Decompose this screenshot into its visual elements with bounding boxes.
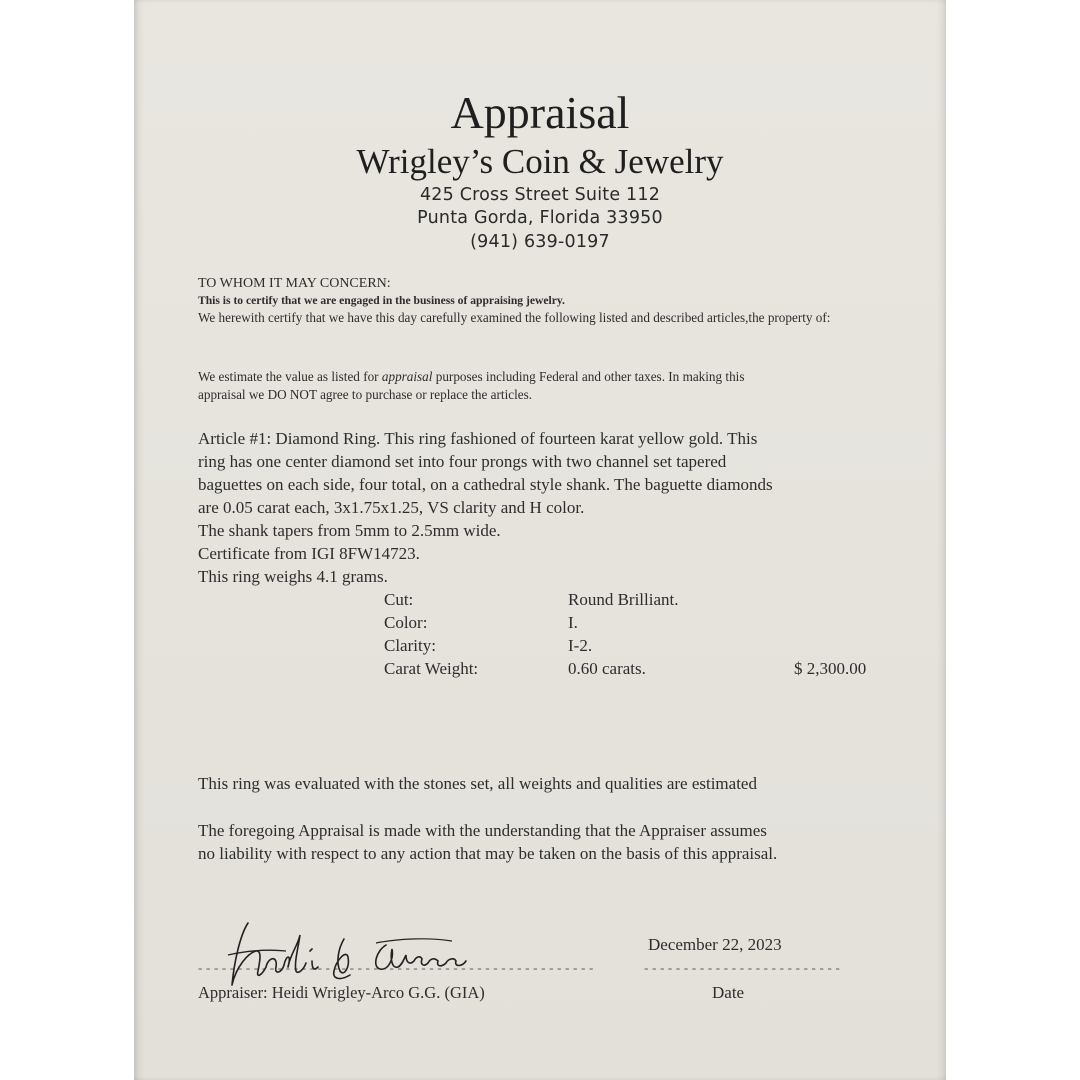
article-line: Certificate from IGI 8FW14723. <box>198 544 420 563</box>
article-line: Article #1: Diamond Ring. This ring fashioned of fourteen karat yellow gold. This <box>198 429 758 448</box>
spec-label-color: Color: <box>384 613 428 632</box>
address-line-1: 425 Cross Street Suite 112 <box>419 185 661 205</box>
article-line: The shank tapers from 5mm to 2.5mm wide. <box>198 521 501 540</box>
appraisal-date: December 22, 2023 <box>648 935 782 954</box>
certify-line: This is to certify that we are engaged in the business of appraising jewelry. <box>198 294 565 307</box>
salutation: TO WHOM IT MAY CONCERN: <box>198 276 391 291</box>
estimate-line-2: appraisal we DO NOT agree to purchase or replace the articles. <box>198 387 533 402</box>
spec-value-clarity: I-2. <box>568 636 593 655</box>
liability-line-1: The foregoing Appraisal is made with the understanding that the Appraiser assumes <box>198 821 767 840</box>
article-line: ring has one center diamond set into four prongs with two channel set tapered <box>198 452 727 471</box>
article-line: are 0.05 carat each, 3x1.75x1.25, VS clarity and H color. <box>198 498 585 517</box>
spec-label-carat-weight: Carat Weight: <box>384 659 479 678</box>
appraised-price: $ 2,300.00 <box>794 659 867 678</box>
appraiser-name: Appraiser: Heidi Wrigley-Arco G.G. (GIA) <box>198 983 485 1002</box>
estimate-text-b: purposes including Federal and other taxes. In making this <box>432 369 745 384</box>
spec-value-cut: Round Brilliant. <box>568 590 679 609</box>
spec-label-clarity: Clarity: <box>384 636 436 655</box>
appraisal-document <box>134 0 946 1080</box>
estimate-text-a: We estimate the value as listed for <box>198 369 382 384</box>
liability-line-2: no liability with respect to any action that may be taken on the basis of this appraisal. <box>198 844 778 863</box>
spec-value-color: I. <box>568 613 578 632</box>
estimate-line-1 <box>198 369 744 385</box>
spec-value-carat-weight: 0.60 carats. <box>568 659 646 678</box>
phone-number: (941) 639-0197 <box>470 232 610 252</box>
signature-line: - - - - - - - - - - - - - - - - - - - - - - - - - - - - - - - - - - - - - - - - - - - - - - - - - - <box>198 960 594 975</box>
article-line: baguettes on each side, four total, on a cathedral style shank. The baguette diamonds <box>198 475 773 494</box>
article-line: This ring weighs 4.1 grams. <box>198 567 388 586</box>
document-title: Appraisal <box>450 87 630 138</box>
spec-label-cut: Cut: <box>384 590 414 609</box>
estimate-text-emphasis: appraisal <box>381 369 433 384</box>
examined-line: We herewith certify that we have this day carefully examined the following listed and described articles,the property of: <box>198 310 831 325</box>
date-line: - - - - - - - - - - - - - - - - - - - - - - - - - <box>644 960 841 975</box>
address-line-2: Punta Gorda, Florida 33950 <box>417 208 663 228</box>
evaluation-note: This ring was evaluated with the stones set, all weights and qualities are estimated <box>198 774 757 793</box>
date-label: Date <box>712 983 745 1002</box>
company-name: Wrigley’s Coin & Jewelry <box>356 142 724 181</box>
